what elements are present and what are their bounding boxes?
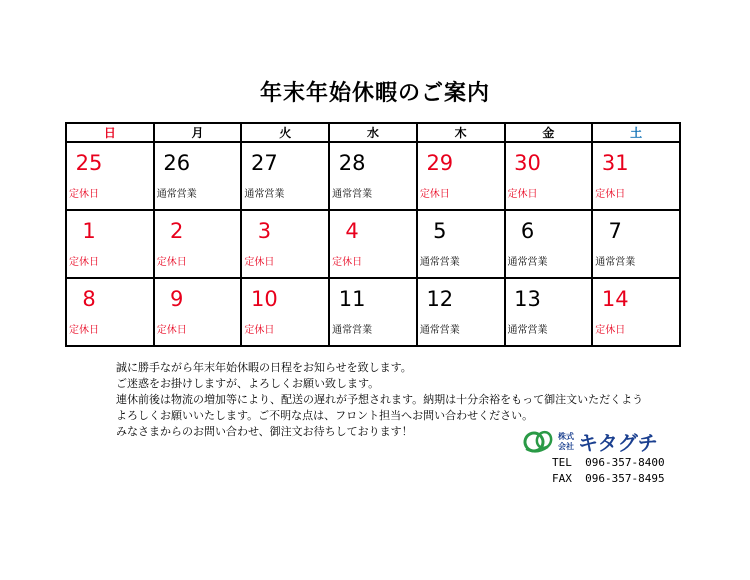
day-number: 10 [251,287,278,311]
logo-prefix-bottom: 会社 [558,442,574,451]
day-status: 通常営業 [595,257,636,268]
day-number: 26 [163,151,191,175]
day-cell [154,142,242,210]
logo-company-name: キタグチ [578,431,658,455]
day-number: 30 [514,151,541,175]
logo-prefix-top: 株式 [558,432,574,441]
day-cell [241,278,329,346]
day-status: 通常営業 [332,189,373,200]
day-status: 定休日 [419,189,450,200]
tel-line [552,455,665,471]
day-status: 通常営業 [507,257,548,268]
logo-swirl-icon [522,430,553,454]
day-cell [505,142,593,210]
day-cell [417,278,505,346]
notice-line: 誠に勝手ながら年末年始休暇の日程をお知らせを致します。 [116,361,412,374]
day-status: 定休日 [332,257,363,268]
notice-line: みなさまからのお問い合わせ、御注文お待ちしております！ [116,425,413,438]
day-number: 7 [608,219,622,243]
day-cell [592,210,680,278]
company-logo [522,429,672,455]
weekday-header-row [66,123,680,142]
week-row [66,210,680,278]
weekday-header: 土 [592,123,680,142]
page-title: 年末年始休暇のご案内 [259,81,490,106]
day-number: 2 [170,219,184,243]
day-number: 3 [257,219,272,243]
day-number: 11 [338,287,366,311]
day-cell [417,210,505,278]
day-number: 27 [251,151,278,175]
day-number: 4 [345,219,359,243]
week-row [66,142,680,210]
day-number: 14 [601,287,629,311]
weekday-header: 水 [329,123,417,142]
day-cell [241,210,329,278]
company-logo-mark [522,429,672,455]
day-status: 定休日 [507,189,538,200]
day-number: 12 [426,287,454,311]
tel-label: TEL [552,456,572,469]
day-status: 定休日 [69,257,99,268]
day-status: 通常営業 [332,325,373,336]
day-number: 31 [601,151,629,175]
contact-info [552,455,665,487]
day-cell [592,142,680,210]
day-status: 定休日 [69,189,99,200]
day-cell [66,210,154,278]
fax-number: 096-357-8495 [585,472,665,485]
day-number: 8 [82,287,96,311]
day-number: 29 [426,151,454,175]
day-cell [154,278,242,346]
week-row [66,278,680,346]
day-cell [66,142,154,210]
day-cell [66,278,154,346]
day-status: 定休日 [244,325,275,336]
day-status: 定休日 [156,257,187,268]
day-number: 1 [82,219,96,243]
notice-text [116,360,716,440]
day-status: 定休日 [244,257,275,268]
day-status: 定休日 [156,325,187,336]
day-cell [154,210,242,278]
day-number: 25 [75,151,103,175]
day-cell [241,142,329,210]
day-number: 5 [433,219,447,243]
fax-line [552,471,665,487]
day-number: 28 [338,151,366,175]
weekday-header: 木 [417,123,505,142]
day-number: 9 [170,287,184,311]
calendar-table [65,122,681,347]
day-cell [417,142,505,210]
day-status: 通常営業 [156,189,197,200]
weekday-header: 日 [66,123,154,142]
day-status: 通常営業 [244,189,285,200]
day-cell [329,210,417,278]
notice-line: よろしくお願いいたします。ご不明な点は、フロント担当へお問い合わせください。 [116,409,534,422]
day-number: 13 [514,287,541,311]
notice-line: 連休前後は物流の増加等により、配送の遅れが予想されます。納期は十分余裕をもって御注文いただくよう [116,393,644,406]
weekday-header: 火 [241,123,329,142]
day-status: 通常営業 [419,257,460,268]
fax-label: FAX [552,472,572,485]
day-cell [505,210,593,278]
day-cell [505,278,593,346]
weekday-header: 金 [505,123,593,142]
day-cell [592,278,680,346]
day-cell [329,142,417,210]
day-cell [329,278,417,346]
day-status: 通常営業 [419,325,460,336]
notice-line: ご迷惑をお掛けしますが、よろしくお願い致します。 [116,377,380,390]
day-status: 通常営業 [507,325,548,336]
day-status: 定休日 [595,325,626,336]
day-status: 定休日 [595,189,626,200]
day-number: 6 [520,219,535,243]
weekday-header: 月 [154,123,242,142]
tel-number: 096-357-8400 [585,456,665,469]
day-status: 定休日 [69,325,99,336]
